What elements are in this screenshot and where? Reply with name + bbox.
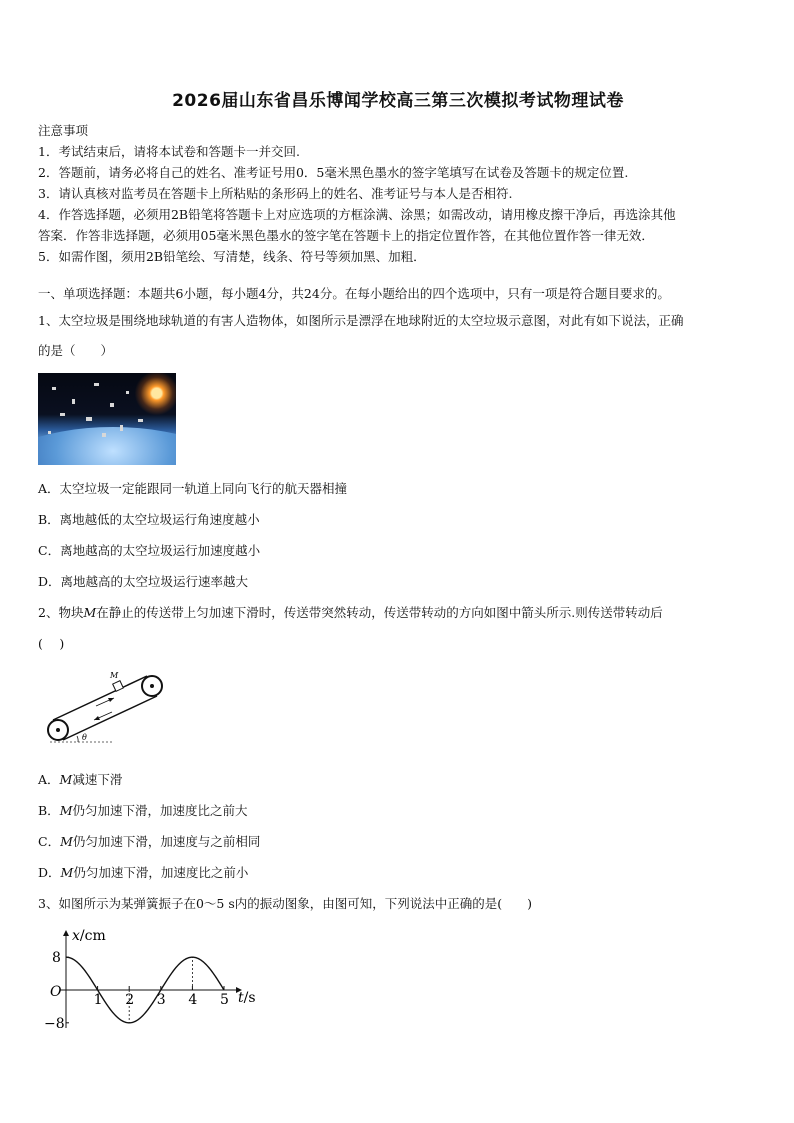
debris-piece <box>126 391 129 394</box>
notes-heading: 注意事项 <box>38 123 89 138</box>
block-label: M <box>110 671 119 680</box>
debris-piece <box>48 431 51 434</box>
notes-block <box>38 120 758 267</box>
lower-pulley-axle <box>56 728 60 732</box>
x-tick-label: 4 <box>188 992 198 1008</box>
question-3: 3、如图所示为某弹簧振子在0～5 s内的振动图象，由图可知，下列说法中正确的是( ) <box>38 896 533 911</box>
q1-option-d: D．离地越高的太空垃圾运行速率越大 <box>38 574 249 589</box>
debris-piece <box>94 383 99 386</box>
q1-option-b: B．离地越低的太空垃圾运行角速度越小 <box>38 512 260 527</box>
y-tick-label: −8 <box>44 1015 65 1032</box>
block-m <box>113 681 124 692</box>
space-debris-image <box>38 373 176 465</box>
q2-rest: 在静止的传送带上匀加速下滑时，传送带突然转动，传送带转动的方向如图中箭头所示.则传送带转动后 <box>96 605 663 620</box>
q1-option-a: A．太空垃圾一定能跟同一轨道上同向飞行的航天器相撞 <box>38 481 348 496</box>
question-1-line1: 1、太空垃圾是围绕地球轨道的有害人造物体，如图所示是漂浮在地球附近的太空垃圾示意图，对此有如下说法，正确 <box>38 313 684 328</box>
debris-piece <box>120 425 123 431</box>
x-tick-label: 1 <box>93 992 103 1008</box>
q2-var: M <box>83 605 97 620</box>
q2-option-a: A．M减速下滑 <box>38 772 123 787</box>
section-header: 一、单项选择题：本题共6小题，每小题4分，共24分。在每小题给出的四个选项中，只有一项是符合题目要求的。 <box>38 286 670 301</box>
note-line: 5．如需作图，须用2B铅笔绘、写清楚，线条、符号等须加黑、加粗． <box>38 249 426 264</box>
angle-arc <box>77 736 78 742</box>
debris-piece <box>102 433 106 437</box>
oscillation-chart <box>38 922 268 1034</box>
page-title: 2026届山东省昌乐博闻学校高三第三次模拟考试物理试卷 <box>172 91 624 111</box>
debris-piece <box>52 387 56 390</box>
debris-piece <box>110 403 114 407</box>
question-2-line2: ( ) <box>38 636 65 651</box>
x-tick-label: 3 <box>156 992 166 1008</box>
q2-option-c: C．M仍匀加速下滑，加速度与之前相同 <box>38 834 261 849</box>
x-tick-label: 2 <box>125 992 135 1008</box>
q2-prefix: 2、物块 <box>38 605 84 620</box>
q2-option-b: B．M仍匀加速下滑，加速度比之前大 <box>38 803 248 818</box>
y-axis-arrow <box>63 930 69 936</box>
note-line: 3．请认真核对监考员在答题卡上所粘贴的条形码上的姓名、准考证号与本人是否相符. <box>38 186 513 201</box>
y-tick-label: 8 <box>52 950 61 967</box>
conveyor-belt-diagram <box>42 666 170 746</box>
belt-top <box>53 676 147 720</box>
note-line: 2．答题前，请务必将自己的姓名、准考证号用0．5毫米黑色墨水的签字笔填写在试卷及答题卡的规定位置. <box>38 165 629 180</box>
debris-piece <box>60 413 65 416</box>
tick-group <box>44 950 229 1032</box>
earth-shape <box>38 427 176 465</box>
x-tick-label: 5 <box>220 992 229 1008</box>
upper-pulley-axle <box>150 684 154 688</box>
angle-label: θ <box>82 733 87 742</box>
question-2-line1 <box>38 603 663 621</box>
y-axis-label: x/cm <box>72 928 106 944</box>
belt-bottom <box>63 696 157 740</box>
note-line: 1．考试结束后，请将本试卷和答题卡一并交回. <box>38 144 300 159</box>
debris-piece <box>138 419 143 422</box>
note-line: 4．作答选择题，必须用2B铅笔将答题卡上对应选项的方框涂满、涂黑；如需改动，请用橡皮擦干净后，再选涂其他 <box>38 207 676 222</box>
x-axis-label: t/s <box>238 990 256 1006</box>
question-1 <box>38 306 758 366</box>
q1-option-c: C．离地越高的太空垃圾运行加速度越小 <box>38 543 261 558</box>
origin-label: O <box>50 984 62 1000</box>
note-line: 答案．作答非选择题，必须用05毫米黑色墨水的签字笔在答题卡上的指定位置作答，在其他位置作答一律无效． <box>38 228 654 243</box>
debris-piece <box>72 399 75 404</box>
debris-piece <box>86 417 92 421</box>
q2-option-d: D．M仍匀加速下滑，加速度比之前小 <box>38 865 249 880</box>
question-1-line2: 的是（ ） <box>38 343 114 358</box>
